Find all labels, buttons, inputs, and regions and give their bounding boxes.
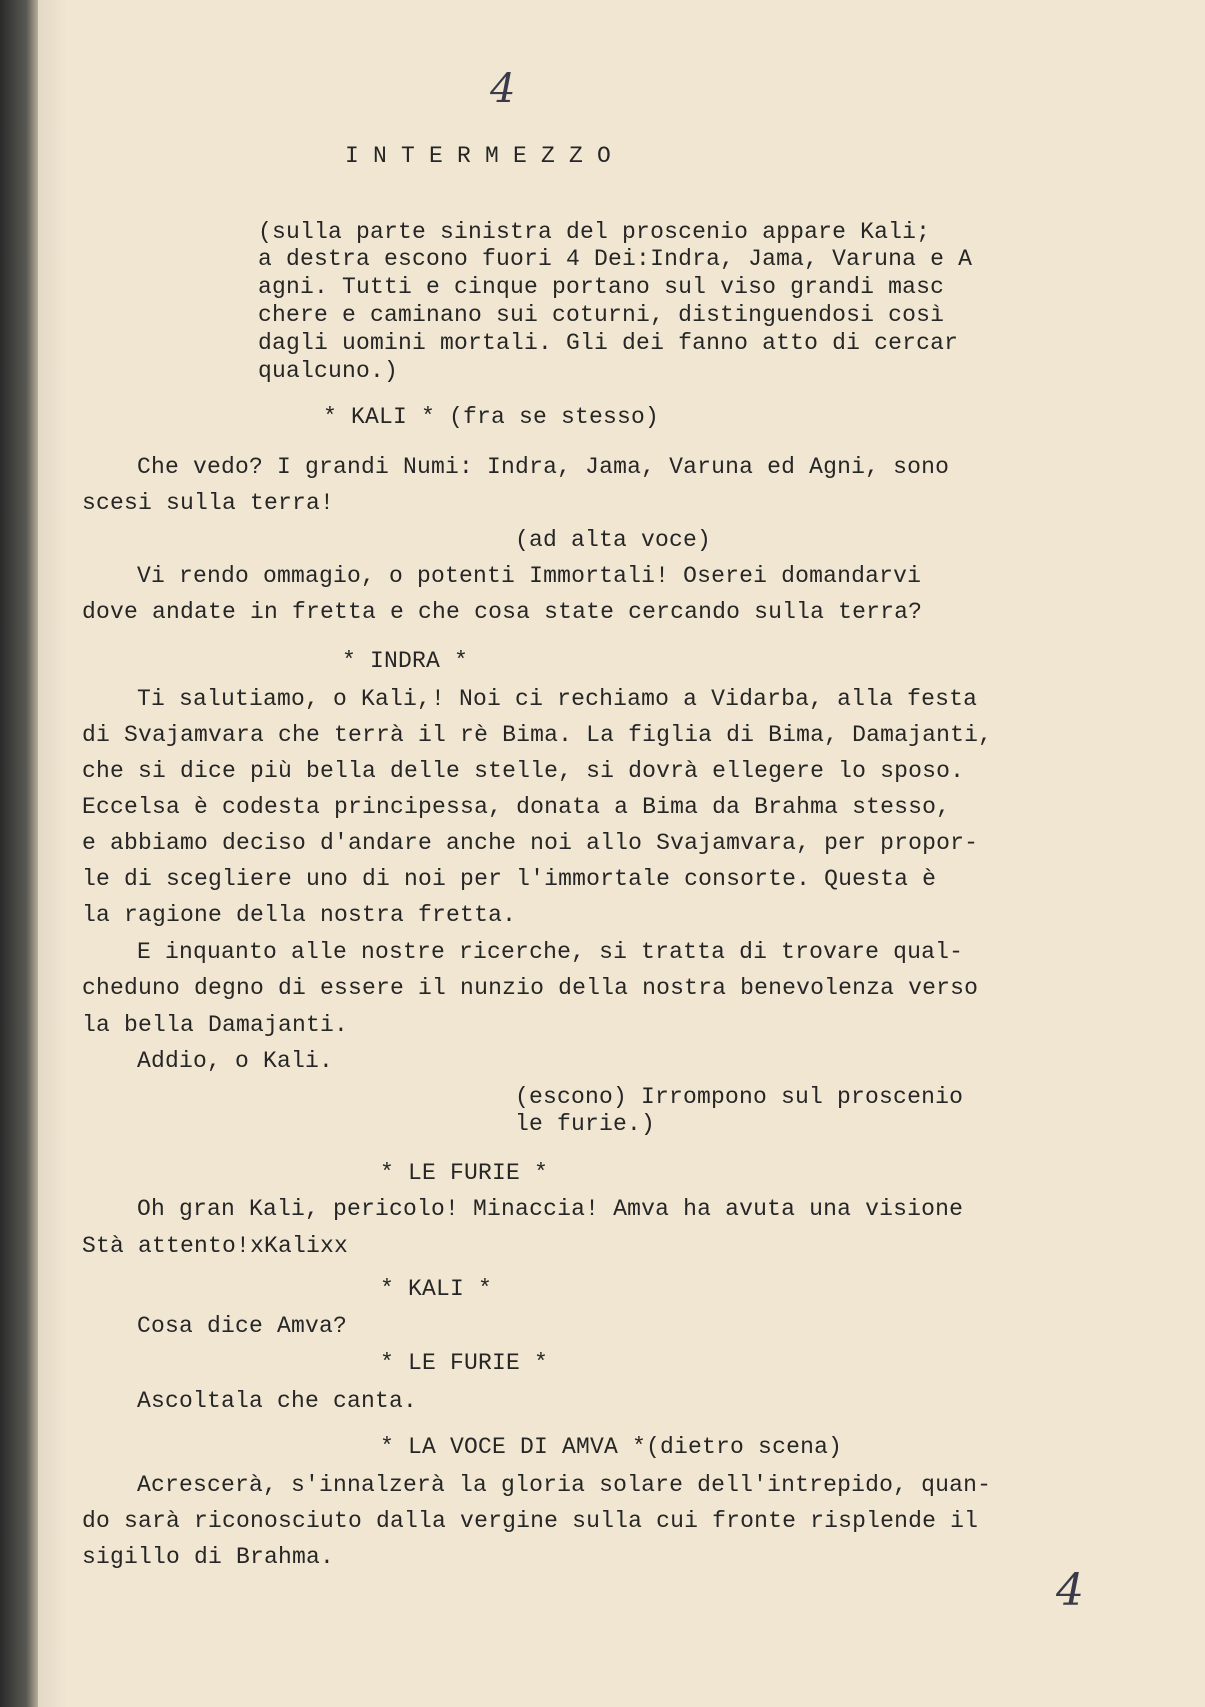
text-line: Ascoltala che canta. <box>137 1388 418 1414</box>
text-line: Cosa dice Amva? <box>137 1313 348 1339</box>
text-line: dove andate in fretta e che cosa state cercando sulla terra? <box>82 599 923 625</box>
text-line: la bella Damajanti. <box>82 1012 349 1038</box>
text-line: Addio, o Kali. <box>137 1048 334 1074</box>
text-line: sigillo di Brahma. <box>82 1544 335 1570</box>
text-line: Eccelsa è codesta principessa, donata a Bima da Brahma stesso, <box>82 794 951 820</box>
text-line: * KALI * (fra se stesso) <box>323 404 660 430</box>
text-line: do sarà riconosciuto dalla vergine sulla cui fronte risplende il <box>82 1508 979 1534</box>
text-line: Vi rendo ommagio, o potenti Immortali! Oserei domandarvi <box>137 563 922 589</box>
document-page <box>38 0 1205 1707</box>
text-line: Ti salutiamo, o Kali,! Noi ci rechiamo a Vidarba, alla festa <box>137 686 978 712</box>
text-line: I N T E R M E Z Z O <box>345 143 612 169</box>
text-line: le di scegliere uno di noi per l'immortale consorte. Questa è <box>82 866 937 892</box>
binding-shadow <box>0 0 38 1707</box>
text-line: Stà attento!xKalixx <box>82 1233 349 1259</box>
text-line: scesi sulla terra! <box>82 490 335 516</box>
text-line: * INDRA * <box>342 648 469 674</box>
text-line: di Svajamvara che terrà il rè Bima. La figlia di Bima, Damajanti, <box>82 722 993 748</box>
text-line: Che vedo? I grandi Numi: Indra, Jama, Varuna ed Agni, sono <box>137 454 950 480</box>
text-line: Acrescerà, s'innalzerà la gloria solare dell'intrepido, quan- <box>137 1472 992 1498</box>
text-line: a destra escono fuori 4 Dei:Indra, Jama, Varuna e A <box>258 246 973 272</box>
text-line: Oh gran Kali, pericolo! Minaccia! Amva ha avuta una visione <box>137 1196 964 1222</box>
text-line: * LE FURIE * <box>380 1160 549 1186</box>
text-line: e abbiamo deciso d'andare anche noi allo Svajamvara, per propor- <box>82 830 979 856</box>
text-line: qualcuno.) <box>258 358 399 384</box>
text-line: cheduno degno di essere il nunzio della nostra benevolenza verso <box>82 975 979 1001</box>
text-line: * LE FURIE * <box>380 1350 549 1376</box>
text-line: che si dice più bella delle stelle, si dovrà ellegere lo sposo. <box>82 758 965 784</box>
text-line: E inquanto alle nostre ricerche, si tratta di trovare qual- <box>137 939 964 965</box>
text-line: la ragione della nostra fretta. <box>82 902 517 928</box>
page-number-bottom: 4 <box>1056 1565 1084 1616</box>
text-line: le furie.) <box>515 1111 656 1137</box>
page-number-top: 4 <box>490 66 516 112</box>
text-line: dagli uomini mortali. Gli dei fanno atto di cercar <box>258 330 959 356</box>
text-line: chere e caminano sui coturni, distinguendosi così <box>258 302 945 328</box>
text-line: (escono) Irrompono sul proscenio <box>515 1084 964 1110</box>
text-line: * LA VOCE DI AMVA *(dietro scena) <box>380 1434 843 1460</box>
text-line: (sulla parte sinistra del proscenio appare Kali; <box>258 219 931 245</box>
text-line: agni. Tutti e cinque portano sul viso grandi masc <box>258 274 945 300</box>
text-line: (ad alta voce) <box>515 527 712 553</box>
text-line: * KALI * <box>380 1276 493 1302</box>
